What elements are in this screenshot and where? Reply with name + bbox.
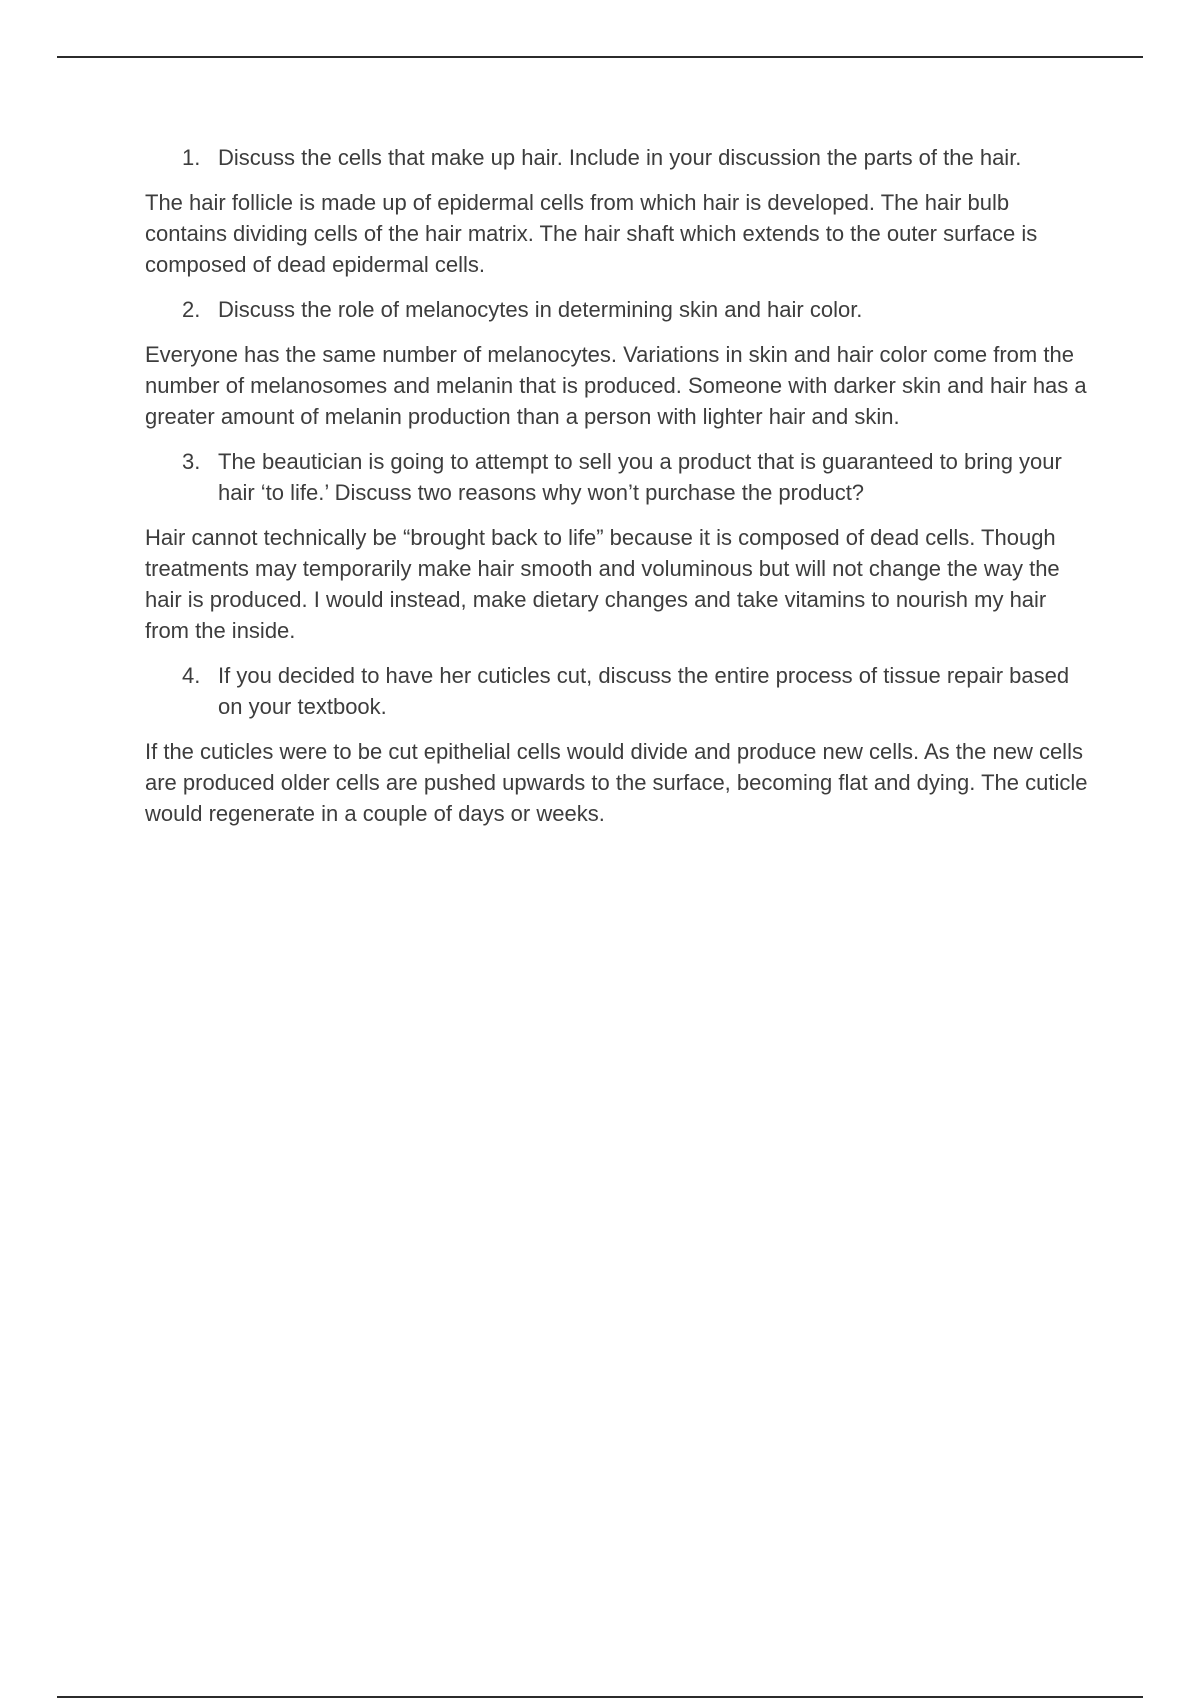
answer-2: Everyone has the same number of melanocytes. Variations in skin and hair color come from the number of melanosomes and melanin that is produced. Someone with darker skin and hair has a greater amount of melanin production than a person with lighter hair and skin. — [145, 342, 1087, 429]
question-1-text: Discuss the cells that make up hair. Include in your discussion the parts of the hair. — [218, 145, 1022, 170]
top-rule — [57, 56, 1143, 58]
question-2-number: 2. — [182, 297, 201, 322]
bottom-rule — [57, 1696, 1143, 1698]
question-2 — [182, 294, 1090, 325]
question-4-text: If you decided to have her cuticles cut, discuss the entire process of tissue repair based on your textbook. — [218, 663, 1070, 719]
question-1 — [182, 142, 1082, 173]
question-1-number: 1. — [182, 145, 201, 170]
answer-1: The hair follicle is made up of epidermal cells from which hair is developed. The hair bulb contains dividing cells of the hair matrix. The hair shaft which extends to the outer surface is composed of dead epidermal cells. — [145, 190, 1038, 277]
question-4 — [182, 660, 1090, 722]
question-3-text: The beautician is going to attempt to sell you a product that is guaranteed to bring your hair ‘to life.’ Discuss two reasons why won’t purchase the product? — [218, 449, 1062, 505]
answer-3: Hair cannot technically be “brought back to life” because it is composed of dead cells. Though treatments may temporarily make hair smooth and voluminous but will not change the way the hair is produced. I would instead, make dietary changes and take vitamins to nourish my hair from the inside. — [145, 525, 1060, 643]
document-body — [145, 142, 1090, 843]
answer-4: If the cuticles were to be cut epithelial cells would divide and produce new cells. As the new cells are produced older cells are pushed upwards to the surface, becoming flat and dying. The cuticle would regenerate in a couple of days or weeks. — [145, 739, 1088, 826]
question-3 — [182, 446, 1082, 508]
question-3-number: 3. — [182, 449, 201, 474]
question-2-text: Discuss the role of melanocytes in determining skin and hair color. — [218, 297, 863, 322]
question-4-number: 4. — [182, 663, 201, 688]
